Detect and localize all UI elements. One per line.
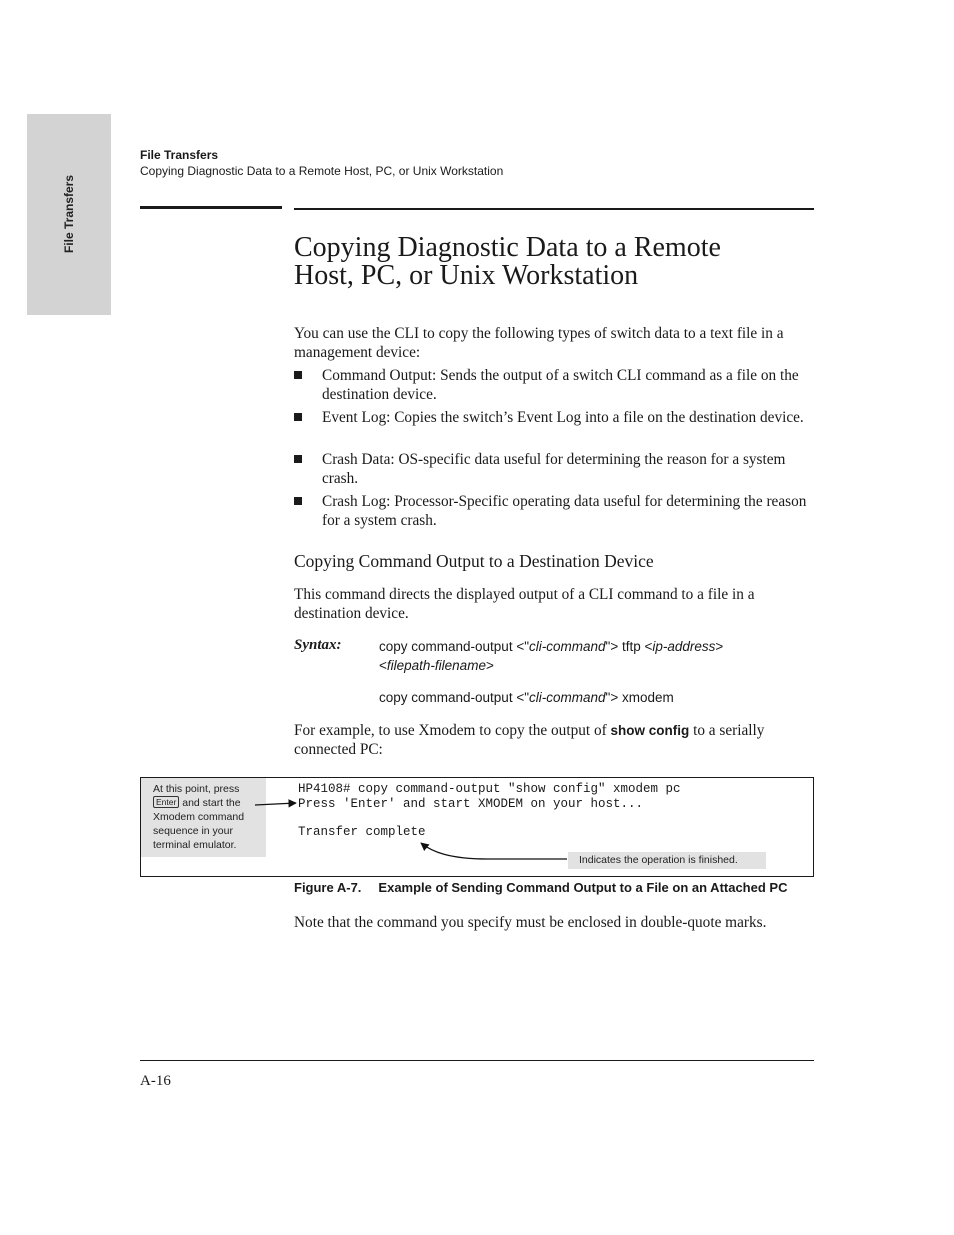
note-text: Indicates the operation is finished.	[579, 854, 738, 866]
section-heading-line2: Host, PC, or Unix Workstation	[294, 260, 639, 291]
list-item-text: Crash Log: Processor-Specific operating data useful for determining the reason for a system crash.	[322, 493, 807, 529]
page-number: A-16	[140, 1073, 171, 1089]
figure-caption: Figure A-7. Example of Sending Command Output to a File on an Attached PC	[294, 880, 788, 895]
section-heading-line1: Copying Diagnostic Data to a Remote	[294, 232, 721, 263]
callout-arrow-icon	[255, 803, 296, 805]
terminal-line: Press 'Enter' and start XMODEM on your host...	[298, 797, 644, 811]
example-paragraph: For example, to use Xmodem to copy the output of show config to a serially connected PC:	[294, 722, 765, 758]
side-tab-label: File Transfers	[62, 174, 76, 254]
list-item-text: Command Output: Sends the output of a switch CLI command as a file on the destination device.	[322, 367, 799, 403]
terminal-line: Transfer complete	[298, 825, 426, 839]
note-arrow-icon	[421, 843, 567, 859]
syntax-line-filepath: <filepath-filename>	[379, 658, 494, 673]
inline-command: show config	[610, 723, 690, 738]
syntax-line-xmodem: copy command-output <"cli-command"> xmodem	[379, 690, 674, 705]
running-head-title: File Transfers	[140, 148, 219, 162]
closing-paragraph: Note that the command you specify must be enclosed in double-quote marks.	[294, 914, 767, 931]
footer-rule	[140, 1060, 814, 1061]
list-item-text: Event Log: Copies the switch’s Event Log into a file on the destination device.	[322, 409, 804, 426]
callout-text: At this point, press Enter and start the Xmodem command sequence in your terminal emulator.	[153, 783, 245, 851]
terminal-line: HP4108# copy command-output "show config" xmodem pc	[298, 782, 681, 796]
subsection-heading: Copying Command Output to a Destination Device	[294, 551, 654, 571]
command-description: This command directs the displayed output of a CLI command to a file in a destination device.	[294, 586, 755, 622]
list-item-text: Crash Data: OS-specific data useful for determining the reason for a system crash.	[322, 451, 786, 487]
syntax-label: Syntax:	[294, 637, 342, 653]
intro-paragraph: You can use the CLI to copy the following types of switch data to a text file in a management device:	[294, 325, 784, 361]
running-head-subtitle: Copying Diagnostic Data to a Remote Host, PC, or Unix Workstation	[140, 164, 504, 178]
enter-key-icon: Enter	[153, 796, 179, 808]
syntax-line-tftp: copy command-output <"cli-command"> tftp <ip-address>	[379, 639, 724, 654]
